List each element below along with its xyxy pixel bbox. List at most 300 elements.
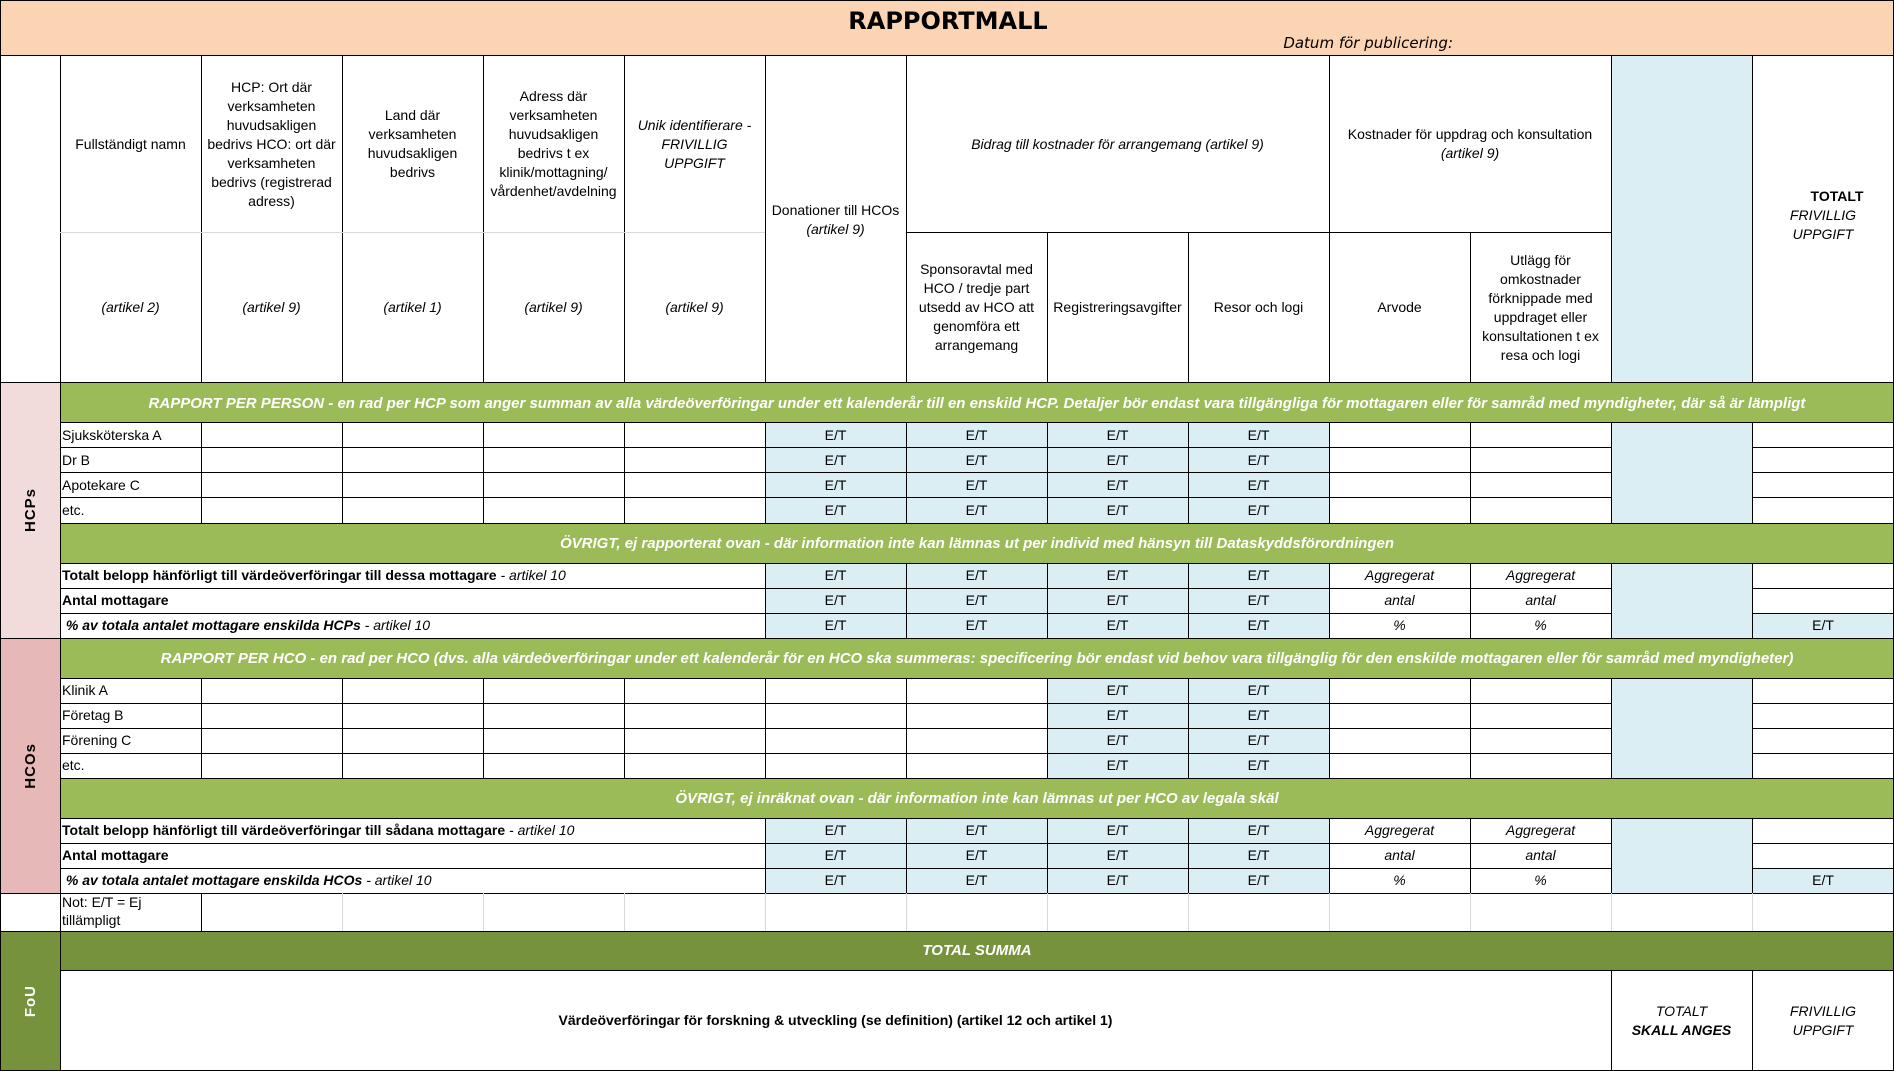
hco-row-cell[interactable] xyxy=(765,728,906,753)
hcp-row-expenses[interactable] xyxy=(1470,448,1611,473)
hcp-row-na: E/T xyxy=(1188,498,1329,523)
header-city-article: (artikel 9) xyxy=(242,299,301,315)
hcp-row-cell[interactable] xyxy=(624,423,765,448)
hco-row-cell[interactable] xyxy=(201,703,342,728)
hcp-row-cell[interactable] xyxy=(342,498,483,523)
hcp-row-na: E/T xyxy=(765,448,906,473)
header-unique-id: Unik identifierare - FRIVILLIG UPPGIFT xyxy=(637,116,752,171)
header-consultancy-label: Kostnader för uppdrag och konsultation xyxy=(1347,126,1593,142)
grid-line xyxy=(1752,893,1753,931)
grid-line xyxy=(1188,678,1189,778)
hco-row-na: E/T xyxy=(1047,753,1188,778)
hco-row-cell[interactable] xyxy=(483,678,624,703)
hcp-aggregate-na: E/T xyxy=(906,563,1047,588)
grid-line xyxy=(765,563,766,638)
rd-total-required: SKALL ANGES xyxy=(1631,1021,1732,1038)
hco-row-cell[interactable] xyxy=(765,753,906,778)
hco-aggregate-article: - artikel 10 xyxy=(362,872,432,888)
grid-line xyxy=(483,893,484,931)
hco-row-expenses[interactable] xyxy=(1470,703,1611,728)
grid-line xyxy=(60,703,1611,704)
hcp-row-na: E/T xyxy=(1188,473,1329,498)
grid-line xyxy=(1752,563,1753,638)
hco-aggregate-expenses: antal xyxy=(1525,847,1556,863)
hco-aggregate-label-text: Antal mottagare xyxy=(62,847,169,863)
hcp-row-cell[interactable] xyxy=(201,498,342,523)
rd-total-label: TOTALT xyxy=(1655,1002,1708,1019)
hcp-row-cell[interactable] xyxy=(483,498,624,523)
hco-aggregate-na: E/T xyxy=(1047,818,1188,843)
hcp-aggregate-na: E/T xyxy=(1188,563,1329,588)
grid-line xyxy=(1752,447,1894,448)
hcp-row-na: E/T xyxy=(1047,473,1188,498)
hcp-aggregate-label-text: % av totala antalet mottagare enskilda HCPs xyxy=(62,617,361,633)
hcp-row-na: E/T xyxy=(1047,448,1188,473)
hco-aggregate-na: E/T xyxy=(1188,818,1329,843)
hco-row-cell[interactable] xyxy=(342,703,483,728)
hcp-row-na: E/T xyxy=(1188,423,1329,448)
grid-line xyxy=(1329,818,1330,893)
grid-line xyxy=(0,382,1894,383)
grid-line xyxy=(0,0,1,1071)
grid-line xyxy=(1752,868,1894,869)
hcp-row-na: E/T xyxy=(765,423,906,448)
hco-row-na: E/T xyxy=(1047,703,1188,728)
grid-line xyxy=(1752,703,1894,704)
hcp-aggregate-na: E/T xyxy=(765,563,906,588)
grid-line xyxy=(1752,613,1894,614)
grid-line xyxy=(624,422,625,523)
grid-line xyxy=(1611,970,1612,1071)
hcp-row-cell[interactable] xyxy=(201,473,342,498)
grid-line xyxy=(60,497,1611,498)
grid-line xyxy=(60,638,1894,639)
header-country: Land där verksamheten huvudsakligen bedrivs xyxy=(367,107,458,180)
header-city: HCP: Ort där verksamheten huvudsakligen bedrivs HCO: ort där verksamheten bedrivs (registrerad adress) xyxy=(207,78,336,209)
hcp-row-expenses[interactable] xyxy=(1470,423,1611,448)
grid-line xyxy=(60,843,1611,844)
hcp-aggregate-label xyxy=(60,588,765,613)
grid-line xyxy=(1752,818,1753,893)
grid-line xyxy=(906,678,907,778)
hco-aggregate-total: E/T xyxy=(1752,868,1894,893)
hco-row-fees[interactable] xyxy=(1329,728,1470,753)
header-donations xyxy=(765,190,906,250)
grid-line xyxy=(1188,563,1189,638)
hco-row-cell[interactable] xyxy=(201,728,342,753)
hcp-row-name: etc. xyxy=(62,502,85,518)
hco-row-cell[interactable] xyxy=(906,728,1047,753)
header-fees: Arvode xyxy=(1377,299,1422,315)
header-country-article: (artikel 1) xyxy=(383,299,442,315)
hcp-aggregate-label-text: Antal mottagare xyxy=(62,592,169,608)
grid-line xyxy=(201,893,202,931)
grid-line xyxy=(1188,422,1189,523)
grid-line xyxy=(1752,497,1894,498)
hcp-aggregate-article: - artikel 10 xyxy=(360,617,431,633)
grid-line xyxy=(201,55,202,382)
grid-line xyxy=(1470,818,1471,893)
hco-aggregate-na: E/T xyxy=(1188,868,1329,893)
grid-line xyxy=(1470,422,1471,523)
grid-line xyxy=(1329,678,1330,778)
hcp-row-cell[interactable] xyxy=(201,423,342,448)
total-column-header-shade xyxy=(1611,56,1752,383)
hcp-row-total[interactable] xyxy=(1752,423,1894,448)
hcp-row-cell[interactable] xyxy=(624,473,765,498)
grid-line xyxy=(60,422,1894,423)
total-sum-banner: TOTAL SUMMA xyxy=(60,931,1894,970)
grid-line xyxy=(1611,422,1612,523)
hcp-row-fees[interactable] xyxy=(1329,473,1470,498)
header-consultancy xyxy=(1329,56,1611,232)
hco-row-fees[interactable] xyxy=(1329,678,1470,703)
hcp-aggregate-label xyxy=(60,563,765,588)
grid-line xyxy=(342,678,343,778)
hco-row-name: etc. xyxy=(62,757,85,773)
hcp-row-na: E/T xyxy=(906,498,1047,523)
grid-line xyxy=(60,678,1894,679)
grid-line xyxy=(60,523,1894,524)
header-registration: Registreringsavgifter xyxy=(1053,299,1182,315)
hcp-row-cell[interactable] xyxy=(624,448,765,473)
hcp-aggregate-expenses: Aggregerat xyxy=(1505,567,1576,583)
grid-line xyxy=(1047,563,1048,638)
hco-aggregate-fees: % xyxy=(1393,872,1406,888)
grid-line xyxy=(60,232,765,233)
hcp-aggregate-fees: Aggregerat xyxy=(1364,567,1435,583)
hcp-aggregate-na: E/T xyxy=(765,588,906,613)
grid-line xyxy=(1611,55,1612,382)
header-total-optional: FRIVILLIG UPPGIFT xyxy=(1789,206,1857,242)
hco-aggregate-article: - artikel 10 xyxy=(505,822,575,838)
hco-aggregate-total[interactable] xyxy=(1752,818,1894,843)
hcp-row-cell[interactable] xyxy=(342,423,483,448)
grid-line xyxy=(1329,55,1330,382)
grid-line xyxy=(60,382,61,1071)
grid-line xyxy=(765,818,766,893)
hco-other-banner: ÖVRIGT, ej inräknat ovan - där information inte kan lämnas ut per HCO av legala skäl xyxy=(60,778,1894,818)
grid-line xyxy=(60,588,1611,589)
hco-row-total[interactable] xyxy=(1752,728,1894,753)
grid-line xyxy=(624,893,625,931)
hco-side-label-cell xyxy=(0,638,60,893)
header-full-name: Fullständigt namn xyxy=(75,135,186,152)
hco-aggregate-na: E/T xyxy=(765,818,906,843)
hco-row-cell[interactable] xyxy=(483,703,624,728)
grid-line xyxy=(906,563,907,638)
hcp-row-name: Sjuksköterska A xyxy=(62,427,162,443)
grid-line xyxy=(1470,563,1471,638)
grid-line xyxy=(1188,232,1189,382)
grid-line xyxy=(201,678,202,778)
note-text: Not: E/T = Ej tillämpligt xyxy=(62,894,142,928)
grid-line xyxy=(1470,893,1471,931)
grid-line xyxy=(1752,728,1894,729)
hco-row-total[interactable] xyxy=(1752,678,1894,703)
grid-line xyxy=(1752,678,1753,778)
hcp-row-na: E/T xyxy=(1188,448,1329,473)
header-address-article: (artikel 9) xyxy=(524,299,583,315)
hco-row-cell[interactable] xyxy=(624,703,765,728)
hcp-aggregate-fees: % xyxy=(1393,617,1406,633)
hco-aggregate-na: E/T xyxy=(1188,843,1329,868)
hcp-row-total[interactable] xyxy=(1752,498,1894,523)
hco-row-na: E/T xyxy=(1188,753,1329,778)
hco-aggregate-na: E/T xyxy=(906,818,1047,843)
hco-row-cell[interactable] xyxy=(624,678,765,703)
hco-aggregate-expenses: Aggregerat xyxy=(1505,822,1576,838)
hcp-side-label-cell xyxy=(0,383,60,638)
hco-row-expenses[interactable] xyxy=(1470,728,1611,753)
hco-row-fees[interactable] xyxy=(1329,703,1470,728)
hcp-row-cell[interactable] xyxy=(483,473,624,498)
hco-row-cell[interactable] xyxy=(342,728,483,753)
hcp-row-fees[interactable] xyxy=(1329,498,1470,523)
grid-line xyxy=(1470,678,1471,778)
rd-optional: FRIVILLIG UPPGIFT xyxy=(1789,1002,1857,1038)
grid-line xyxy=(1329,563,1330,638)
grid-line xyxy=(1752,472,1894,473)
grid-line xyxy=(1611,818,1612,893)
grid-line xyxy=(60,613,1611,614)
hco-aggregate-na: E/T xyxy=(765,843,906,868)
header-donations-article: (artikel 9) xyxy=(806,221,865,237)
header-consultancy-article: (artikel 9) xyxy=(1440,145,1500,161)
hco-row-cell[interactable] xyxy=(624,753,765,778)
grid-line xyxy=(0,0,1894,1)
publish-date-label: Datum för publicering: xyxy=(1283,34,1453,52)
grid-line xyxy=(0,931,60,932)
hco-aggregate-expenses: % xyxy=(1534,872,1547,888)
hcp-row-name: Dr B xyxy=(62,452,90,468)
grid-line xyxy=(1047,818,1048,893)
hco-aggregate-fees: antal xyxy=(1384,847,1415,863)
hco-row-na: E/T xyxy=(1188,728,1329,753)
hcp-aggregate-na: E/T xyxy=(1188,613,1329,638)
hco-aggregate-na: E/T xyxy=(906,868,1047,893)
hco-row-cell[interactable] xyxy=(483,728,624,753)
hcp-row-cell[interactable] xyxy=(201,448,342,473)
grid-line xyxy=(1188,893,1189,931)
hcp-row-cell[interactable] xyxy=(342,473,483,498)
hcp-row-name: Apotekare C xyxy=(62,477,140,493)
hcp-aggregate-total: E/T xyxy=(1752,613,1894,638)
hco-aggregate-na: E/T xyxy=(1047,868,1188,893)
hcp-row-fees[interactable] xyxy=(1329,448,1470,473)
hcp-aggregate-na: E/T xyxy=(1047,613,1188,638)
grid-line xyxy=(0,893,60,894)
grid-line xyxy=(1752,422,1753,523)
hco-row-cell[interactable] xyxy=(906,678,1047,703)
grid-line xyxy=(624,678,625,778)
hco-aggregate-label-text: % av totala antalet mottagare enskilda HCOs xyxy=(62,872,363,888)
hco-side-label: HCOs xyxy=(21,742,39,789)
grid-line xyxy=(765,422,766,523)
grid-line xyxy=(0,55,1894,56)
grid-line xyxy=(1329,893,1330,931)
hcp-aggregate-expenses: antal xyxy=(1525,592,1556,608)
grid-line xyxy=(60,728,1611,729)
hco-row-na: E/T xyxy=(1188,678,1329,703)
grid-line xyxy=(765,55,766,382)
hco-row-cell[interactable] xyxy=(906,703,1047,728)
header-address: Adress där verksamheten huvudsakligen bedrivs t ex klinik/mottagning/ vårdenhet/avdelning xyxy=(490,88,617,199)
hcp-row-expenses[interactable] xyxy=(1470,498,1611,523)
hco-row-na: E/T xyxy=(1047,728,1188,753)
hcp-row-cell[interactable] xyxy=(483,448,624,473)
hco-aggregate-na: E/T xyxy=(765,868,906,893)
grid-line xyxy=(906,232,1611,233)
hcp-aggregate-na: E/T xyxy=(906,613,1047,638)
hco-row-cell[interactable] xyxy=(483,753,624,778)
header-expenses: Utlägg för omkostnader förknippade med uppdraget eller konsultationen t ex resa och logi xyxy=(1482,251,1599,363)
hco-row-cell[interactable] xyxy=(624,728,765,753)
hco-row-cell[interactable] xyxy=(201,678,342,703)
grid-line xyxy=(1047,232,1048,382)
grid-line xyxy=(1752,970,1753,1071)
header-full-name-article: (artikel 2) xyxy=(101,299,160,315)
total-column-shade xyxy=(1611,423,1752,523)
grid-line xyxy=(483,422,484,523)
hco-row-total[interactable] xyxy=(1752,703,1894,728)
grid-line xyxy=(342,422,343,523)
hcp-aggregate-na: E/T xyxy=(1047,563,1188,588)
rd-total xyxy=(1611,970,1752,1071)
hcp-row-na: E/T xyxy=(1047,498,1188,523)
grid-line xyxy=(342,893,343,931)
grid-line xyxy=(0,638,60,639)
hco-row-cell[interactable] xyxy=(906,753,1047,778)
grid-line xyxy=(60,868,1611,869)
title-band xyxy=(0,0,1894,56)
hcp-row-na: E/T xyxy=(906,423,1047,448)
grid-line xyxy=(1611,678,1612,778)
grid-line xyxy=(483,678,484,778)
hcp-aggregate-total[interactable] xyxy=(1752,563,1894,588)
hcp-row-cell[interactable] xyxy=(624,498,765,523)
header-travel: Resor och logi xyxy=(1213,299,1304,315)
total-column-shade xyxy=(1611,818,1752,893)
header-total-label: TOTALT xyxy=(1810,187,1864,204)
grid-line xyxy=(60,893,1894,894)
hcp-side-label: HCPs xyxy=(21,488,39,533)
hco-row-na: E/T xyxy=(1047,678,1188,703)
grid-line xyxy=(483,55,484,382)
hco-aggregate-label xyxy=(60,818,765,843)
grid-line xyxy=(1752,55,1753,382)
header-event-costs: Bidrag till kostnader för arrangemang (artikel 9) xyxy=(971,135,1264,152)
hcp-row-na: E/T xyxy=(765,498,906,523)
hcp-row-total[interactable] xyxy=(1752,448,1894,473)
hco-row-cell[interactable] xyxy=(201,753,342,778)
hco-row-na: E/T xyxy=(1188,703,1329,728)
total-column-shade xyxy=(1611,563,1752,638)
hcp-row-cell[interactable] xyxy=(483,423,624,448)
hcp-row-expenses[interactable] xyxy=(1470,473,1611,498)
grid-line xyxy=(60,778,1894,779)
total-column-shade xyxy=(1611,678,1752,778)
hco-row-cell[interactable] xyxy=(342,753,483,778)
hco-row-expenses[interactable] xyxy=(1470,753,1611,778)
hcp-row-fees[interactable] xyxy=(1329,423,1470,448)
grid-line xyxy=(60,753,1611,754)
hcp-row-na: E/T xyxy=(1047,423,1188,448)
grid-line xyxy=(60,472,1611,473)
grid-line xyxy=(1611,563,1612,638)
grid-line xyxy=(342,55,343,382)
hco-row-cell[interactable] xyxy=(765,678,906,703)
hcp-aggregate-na: E/T xyxy=(906,588,1047,613)
hco-banner: RAPPORT PER HCO - en rad per HCO (dvs. alla värdeöverföringar under ett kalenderår för en HCO ska summeras: specificering bör endast vid behov vara tillgänglig för den enskilde mottagaren eller för samråd med myndigheter) xyxy=(60,638,1894,678)
hcp-aggregate-fees: antal xyxy=(1384,592,1415,608)
grid-line xyxy=(60,931,1894,932)
hco-row-name: Klinik A xyxy=(62,682,108,698)
grid-line xyxy=(1470,232,1471,382)
grid-line xyxy=(60,563,1894,564)
grid-line xyxy=(1047,678,1048,778)
hcp-row-na: E/T xyxy=(906,448,1047,473)
hcp-row-na: E/T xyxy=(906,473,1047,498)
grid-line xyxy=(906,422,907,523)
hco-row-name: Företag B xyxy=(62,707,124,723)
grid-line xyxy=(1752,843,1894,844)
grid-line xyxy=(1047,422,1048,523)
grid-line xyxy=(906,55,907,382)
grid-line xyxy=(1188,818,1189,893)
header-total xyxy=(1752,180,1894,250)
hcp-aggregate-na: E/T xyxy=(1188,588,1329,613)
rd-description: Värdeöverföringar för forskning & utveckling (se definition) (artikel 12 och artikel 1) xyxy=(558,1012,1113,1028)
grid-line xyxy=(60,55,61,382)
hcp-aggregate-total[interactable] xyxy=(1752,588,1894,613)
hco-aggregate-total[interactable] xyxy=(1752,843,1894,868)
hcp-row-na: E/T xyxy=(765,473,906,498)
grid-line xyxy=(60,970,1894,971)
hcp-row-total[interactable] xyxy=(1752,473,1894,498)
hco-aggregate-label xyxy=(60,868,765,893)
rd-side-label: FoU xyxy=(21,984,39,1018)
hcp-aggregate-label xyxy=(60,613,765,638)
hco-aggregate-label xyxy=(60,843,765,868)
grid-line xyxy=(906,818,907,893)
hco-aggregate-na: E/T xyxy=(906,843,1047,868)
grid-line xyxy=(765,893,766,931)
hcp-other-banner: ÖVRIGT, ej rapporterat ovan - där information inte kan lämnas ut per individ med hänsyn till Dataskyddsförordningen xyxy=(60,523,1894,563)
hco-row-cell[interactable] xyxy=(765,703,906,728)
hcp-aggregate-label-text: Totalt belopp hänförligt till värdeöverföringar till dessa mottagare xyxy=(62,567,497,583)
hco-aggregate-label-text: Totalt belopp hänförligt till värdeöverföringar till sådana mottagare xyxy=(62,822,506,838)
hcp-row-cell[interactable] xyxy=(342,448,483,473)
hco-row-total[interactable] xyxy=(1752,753,1894,778)
grid-line xyxy=(1752,753,1894,754)
grid-line xyxy=(906,893,907,931)
header-donations-label: Donationer till HCOs xyxy=(771,202,900,218)
hco-row-fees[interactable] xyxy=(1329,753,1470,778)
hco-aggregate-na: E/T xyxy=(1047,843,1188,868)
grid-line xyxy=(201,422,202,523)
grid-line xyxy=(1329,422,1330,523)
hco-row-cell[interactable] xyxy=(342,678,483,703)
hco-row-expenses[interactable] xyxy=(1470,678,1611,703)
grid-line xyxy=(1752,588,1894,589)
hco-aggregate-fees: Aggregerat xyxy=(1364,822,1435,838)
grid-line xyxy=(765,678,766,778)
hcp-aggregate-na: E/T xyxy=(765,613,906,638)
grid-line xyxy=(1047,893,1048,931)
header-sponsorship: Sponsoravtal med HCO / tredje part utsedd av HCO att genomföra ett arrangemang xyxy=(918,261,1035,353)
rd-side-label-cell xyxy=(0,931,60,1071)
